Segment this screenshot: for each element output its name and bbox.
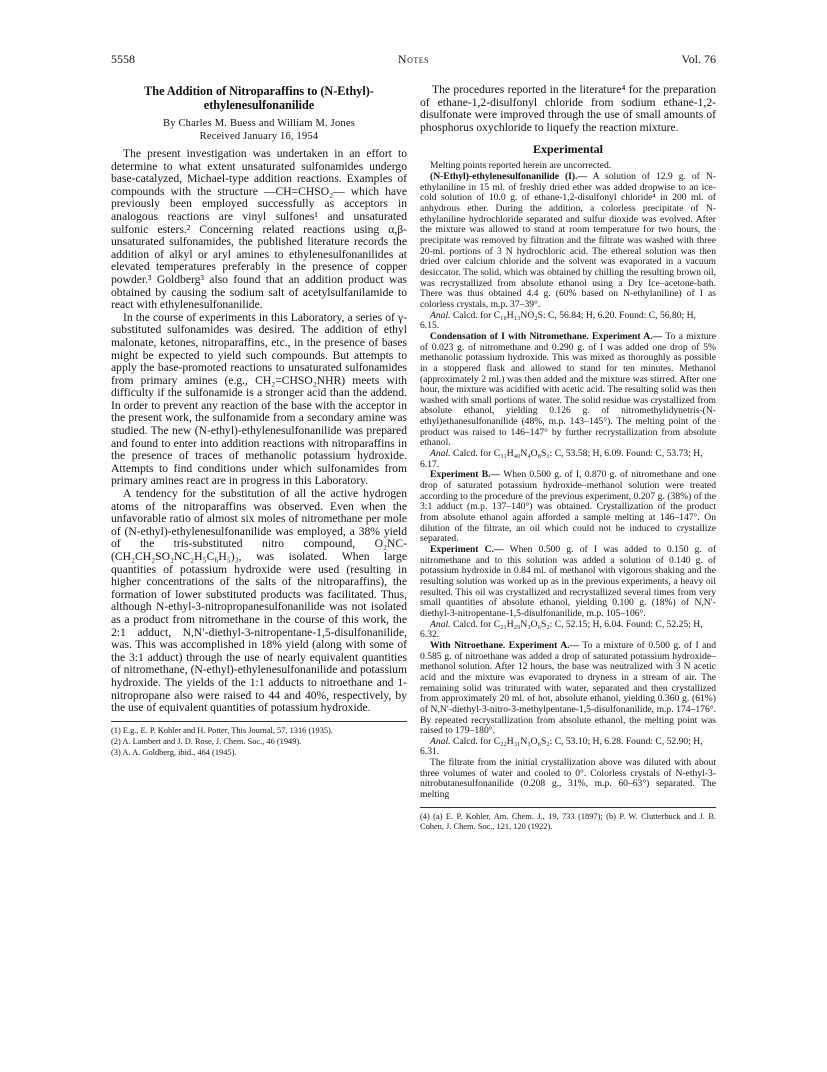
footnote-divider: [420, 807, 716, 808]
experimental-paragraph: [420, 172, 716, 311]
experimental-paragraph: [420, 332, 716, 449]
intro-paragraph: The procedures reported in the literature⁴ for the preparation of ethane-1,2-disulfonyl chloride from sodium ethane-1,2-disulfonate were improved through the use of small amounts of phosphorus oxychloride to liquefy the reaction mixture.: [420, 83, 716, 134]
paragraph-lead: Anal.: [430, 448, 451, 460]
analysis-paragraph: [420, 311, 716, 332]
page-number: 5558: [111, 52, 135, 66]
footnote: (4) (a) E. P. Kohler, Am. Chem. J., 19, 733 (1897); (b) P. W. Clutterbuck and J. B. Cohen, J. Chem. Soc., 121, 120 (1922).: [420, 811, 716, 831]
experimental-section: [420, 161, 716, 800]
paragraph-text: Calcd. for C₃₁H₄₀N₄O₈S₃: C, 53.58; H, 6.09. Found: C, 53.73; H, 6.17.: [420, 448, 703, 470]
received-date: Received January 16, 1954: [199, 131, 319, 142]
footnote: (2) A. Lambert and J. D. Rose, J. Chem. Soc., 46 (1949).: [111, 736, 302, 746]
article-byline: By Charles M. Buess and William M. Jones: [162, 118, 355, 129]
paragraph-lead: Anal.: [430, 309, 451, 321]
paragraph-text: A solution of 12.9 g. of N-ethylaniline in 15 ml. of freshly dried ether was added dropwise to an ice-cold solution of 10.0 g. of ethane-1,2-disulfonyl chloride⁴ in 200 ml. of anhydrous ether. During the addition, a colorless precipitate of N-ethylaniline hydrochloride separated and sulfur dioxide was evolved. After the mixture was allowed to stand at room temperature for two hours, the precipitate was removed by filtration and the filtrate was washed with three 20-ml. portions of 3 N hydrochloric acid. The ethereal solution was then dried over calcium chloride and the solvent was evaporated in a vacuum desiccator. The solid, which was obtained by chilling the resulting brown oil, was recrystallized from absolute ethanol using a Dry Ice–acetone-bath. There was thus obtained 4.4 g. (60% based on N-ethylaniline) of I as colorless crystals, m.p. 37–39°.: [420, 171, 717, 310]
paragraph-text: Melting points reported herein are uncorrected.: [430, 160, 612, 172]
paragraph-text: To a mixture of 0.500 g. of I and 0.585 g. of nitroethane was added a drop of saturated potassium hydroxide–methanol solution. After 12 hours, the base was neutralized with 3 N acetic acid and the mixture was evaporated to dryness in a stream of air. The remaining solid was triturated with water, separated and then crystallized from approximately 20 ml. of hot, absolute ethanol, yielding 0.360 g. (61%) of N,N′-diethyl-3-nitro-3-methylpentane-1,5-disulfonanilide, m.p. 174–176°. By repeated recrystallization from absolute ethanol, the melting point was raised to 179–180°.: [420, 639, 716, 737]
left-column: [111, 84, 407, 759]
experimental-paragraph: [420, 545, 716, 620]
body-paragraph: The present investigation was undertaken in an effort to determine to what extent unsaturated sulfonamides undergo base-catalyzed, Michael-type addition reactions. Examples of compounds with the structure —CH=CHSO₂— which have previously been employed successfully as acceptors in analogous reactions are vinyl sulfones¹ and unsaturated sulfonic esters.² Concerning related reactions using α,β-unsaturated sulfonamides, the published literature records the addition of alkyl or aryl amines to ethylenesulfonanilides at elevated temperatures preferably in the presence of copper powder.³ Goldberg³ also found that an addition product was obtained by causing the sodium salt of acetylsulfanilamide to react with ethylenesulfonanilide.: [111, 147, 407, 312]
paragraph-lead: Condensation of I with Nitromethane. Experiment A.—: [430, 330, 663, 342]
analysis-paragraph: [420, 449, 716, 470]
analysis-paragraph: [420, 737, 716, 758]
paragraph-text: To a mixture of 0.023 g. of nitromethane and 0.290 g. of I was added one drop of 5% methanolic potassium hydroxide. This was mixed as thoroughly as possible in a stoppered flask and allowed to stand for ten minutes. Methanol (approximately 2 ml.) was then added and the mixture was stirred. After one hour, the mixture was acidified with acetic acid. The resulting solid was then washed with small portions of water. The solid residue was crystallized from absolute ethanol, yielding 0.126 g. of nitromethylidynetris-(N-ethyl)ethanesulfonanilide (48%, m.p. 143–145°). The melting point of the product was raised to 146–147° by further recrystallization from absolute ethanol.: [420, 330, 716, 449]
paragraph-text: Calcd. for C₂₂H₃₁N₃O₆S₂: C, 53.10; H, 6.28. Found: C, 52.90; H, 6.31.: [420, 735, 703, 758]
footnote-divider: [111, 721, 407, 722]
paragraph-lead: Experiment C.—: [430, 544, 504, 555]
paragraph-lead: Anal.: [430, 735, 451, 747]
paragraph-text: Calcd. for C₁₀H₁₃NO₂S: C, 56.84; H, 6.20. Found: C, 56.80; H, 6.15.: [420, 309, 696, 332]
experimental-paragraph: [420, 758, 716, 801]
experimental-heading: Experimental: [533, 142, 603, 157]
experimental-paragraph: [420, 641, 716, 737]
right-column: [420, 84, 716, 833]
paragraph-text: When 0.500 g. of I, 0.870 g. of nitromethane and one drop of saturated potassium hydroxide–methanol solution were treated according to the procedure of the previous experiment, 0.207 g. (38%) of the 3:1 adduct (m.p. 137–140°) was obtained. Crystallization of the product from absolute ethanol again afforded a sample melting at 146–147°. On dilution of the filtrate, an oil which could not be induced to crystallize separated.: [420, 469, 716, 545]
section-name: Notes: [397, 52, 430, 66]
volume-number: Vol. 76: [681, 52, 716, 66]
analysis-paragraph: [420, 620, 716, 641]
paragraph-lead: With Nitroethane. Experiment A.—: [430, 639, 580, 651]
paragraph-text: When 0.500 g. of I was added to 0.150 g. of nitromethane and to this solution was added a solution of 0.140 g. of potassium hydroxide in 0.84 ml. of methanol with vigorous shaking and the resulting solution was worked up as in the previous experiments, a heavy oil resulted. This oil was crystallized and recrystallized several times from very small quantities of absolute ethanol, yielding 0.100 g. (18%) of N,N′-diethyl-3-nitropentane-1,5-disulfonanilide, m.p. 105–106°.: [420, 544, 717, 619]
experimental-paragraph: [420, 470, 716, 545]
body-paragraph: In the course of experiments in this Laboratory, a series of γ-substituted sulfonamides was desired. The addition of ethyl malonate, ketones, nitroparaffins, etc., in the presence of bases might be expected to yield such compounds. But attempts to apply the base-promoted reactions to unsaturated sulfonamides from primary amines (e.g., CH₂=CHSO₂NHR) meets with difficulty if the sulfonamide is a stronger acid than the addend. In order to prevent any reaction of the base with the acceptor in the present work, the sulfonamide from a secondary amine was studied. The new (N-ethyl)-ethylenesulfonanilide was prepared and found to enter into addition reactions with nitroparaffins in the presence of traces of methanolic potassium hydroxide. Attempts to find conditions under which sulfonamides from primary amines react are in progress in this Laboratory.: [111, 310, 407, 488]
paragraph-lead: Anal.: [430, 618, 451, 630]
paragraph-lead: Experiment B.—: [430, 469, 501, 481]
paragraph-text: The filtrate from the initial crystallization above was diluted with about three volumes of water and cooled to 0°. Colorless crystals of N-ethyl-3-nitrobutanesulfonanilide (0.208 g., 31%, m.p. 60–63°) separated. The melting: [420, 757, 716, 801]
paragraph-text: Calcd. for C₂₁H₂₉N₃O₆S₂: C, 52.15; H, 6.04. Found: C, 52.25; H, 6.32.: [420, 618, 703, 641]
running-header: [111, 52, 716, 70]
footnote: (1) E.g., E. P. Kohler and H. Potter, This Journal, 57, 1316 (1935).: [111, 725, 333, 735]
body-paragraph: A tendency for the substitution of all the active hydrogen atoms of the nitroparaffins was observed. Even when the unfavorable ratio of almost six moles of nitromethane per mole of (N-ethyl)-ethylenesulfonanilide was employed, a 38% yield of the tris-substituted nitro compound, O₂NC-(CH₂CH₂SO₂NC₂H₅C₆H₅)₃, was isolated. When large quantities of potassium hydroxide were used (resulting in higher concentrations of the salts of the nitroparaffins), the formation of lower substituted products was facilitated. Thus, although N-ethyl-3-nitropropanesulfonanilide was not isolated as a product from nitromethane in the course of this work, the 2:1 adduct, N,N′-diethyl-3-nitropentane-1,5-disulfonanilide, was. This was accomplished in 18% yield (along with some of the 3:1 adduct) through the use of nearly equivalent quantities of nitromethane, (N-ethyl)-ethylenesulfonanilide and potassium hydroxide. The yields of the 1:1 adducts to nitroethane and 1-nitropropane also were raised to 44 and 40%, respectively, by the use of equivalent quantities of potassium hydroxide.: [111, 487, 407, 715]
footnote: (3) A. A. Goldberg, ibid., 464 (1945).: [111, 747, 237, 757]
article-title: The Addition of Nitroparaffins to (N-Ethyl)-ethylenesulfonanilide: [144, 84, 374, 112]
paragraph-lead: (N-Ethyl)-ethylenesulfonanilide (I).—: [430, 171, 588, 183]
